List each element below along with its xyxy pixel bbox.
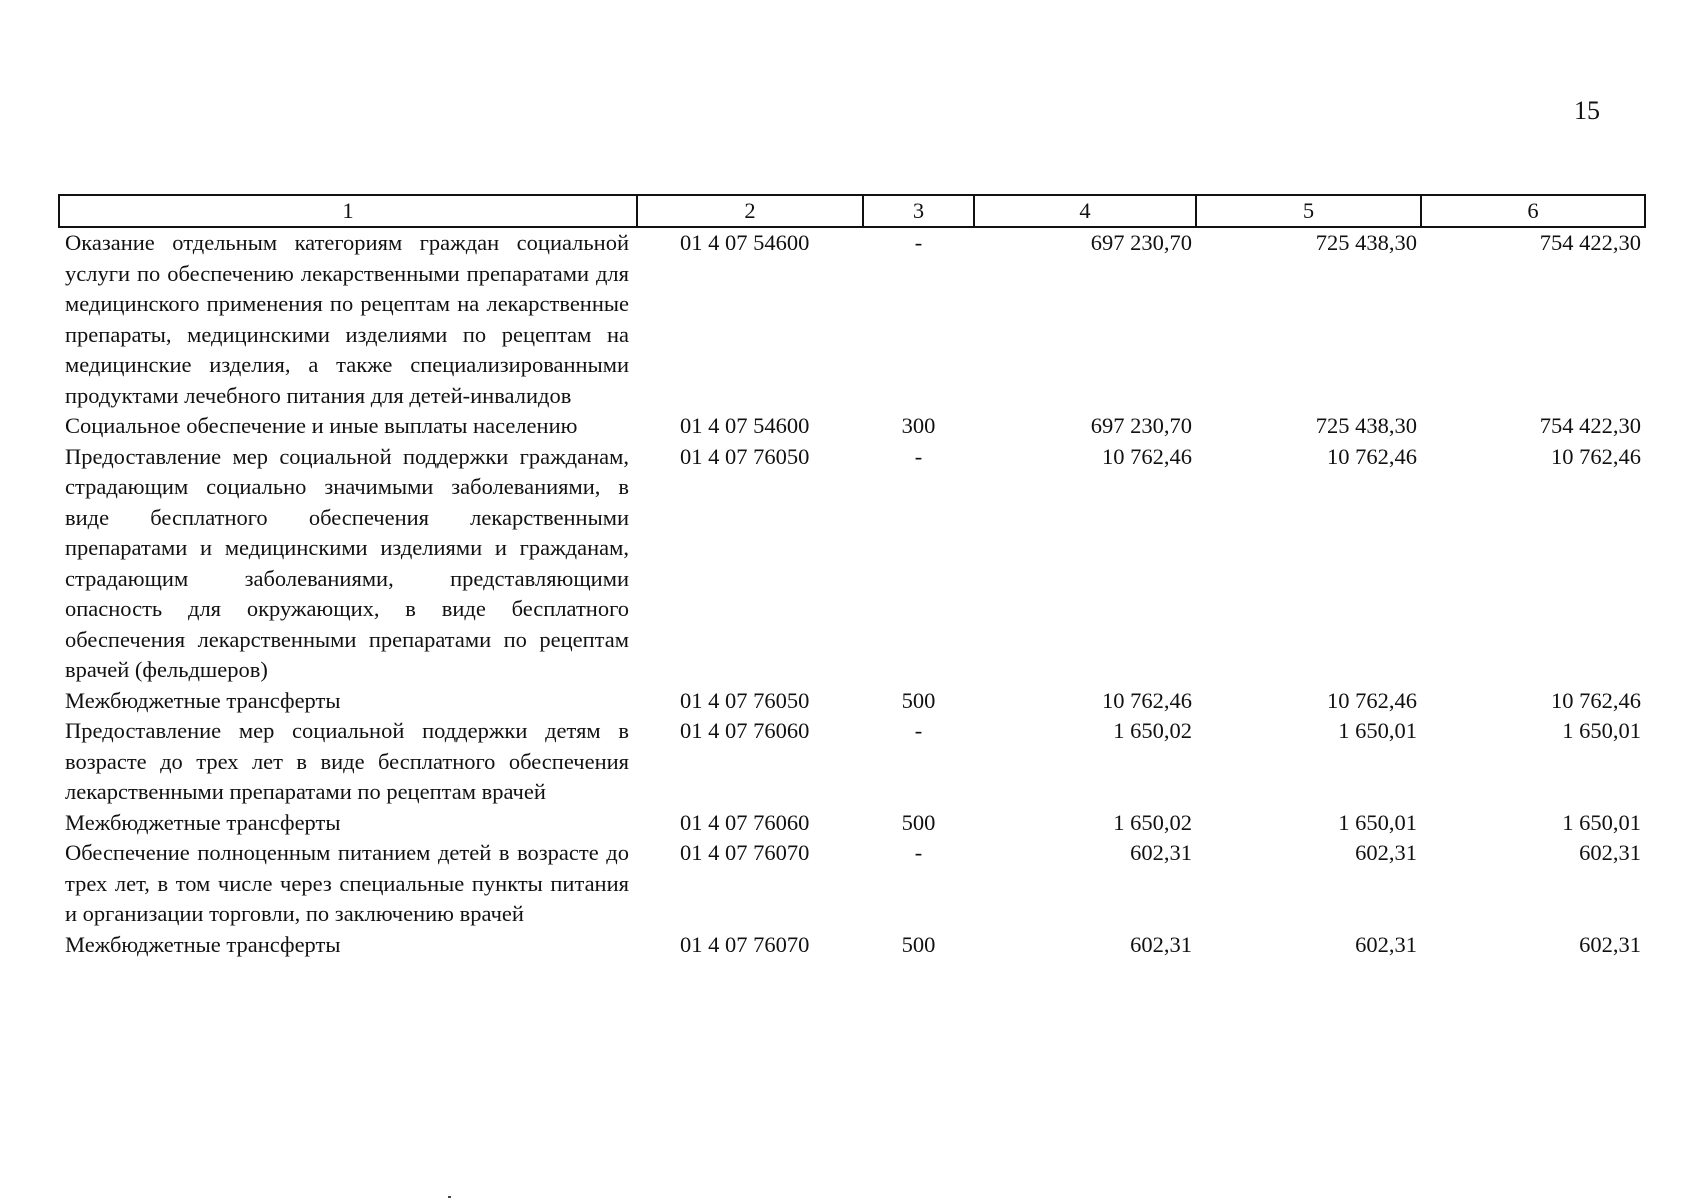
row-expense-type: 500 bbox=[901, 809, 936, 835]
row-value-col4: 602,31 bbox=[1130, 840, 1192, 865]
row-value-col5: 1 650,01 bbox=[1338, 809, 1417, 835]
row-expense-type: 500 bbox=[901, 931, 936, 957]
row-value-col6: 754 422,30 bbox=[1539, 413, 1641, 438]
row-code: 01 4 07 76050 bbox=[680, 443, 810, 469]
row-value-col4: 1 650,02 bbox=[1113, 809, 1192, 835]
scan-dot bbox=[448, 1196, 451, 1198]
row-name: Предоставление мер социальной поддержки гражданам, страдающим социально значимыми заболеваниями, в виде бесплатного обеспечения лекарственными препаратами и медицинскими изделиями и гражданам, страдающим заболеваниями, представляющими опасность для окружающих, в виде бесплатного обеспечения лекарственными препаратами по рецептам врачей (фельдшеров) bbox=[65, 443, 629, 682]
column-header-5: 5 bbox=[1196, 195, 1421, 227]
row-code: 01 4 07 76070 bbox=[680, 931, 810, 957]
row-value-col4: 697 230,70 bbox=[1090, 413, 1192, 438]
column-header-3: 3 bbox=[863, 195, 974, 227]
row-value-col6: 754 422,30 bbox=[1539, 230, 1641, 255]
row-expense-type: 300 bbox=[901, 413, 936, 438]
row-value-col6: 1 650,01 bbox=[1562, 809, 1641, 835]
row-name: Социальное обеспечение и иные выплаты населению bbox=[65, 413, 578, 438]
row-code: 01 4 07 76060 bbox=[680, 809, 810, 835]
row-name: Межбюджетные трансферты bbox=[65, 687, 341, 713]
row-value-col5: 10 762,46 bbox=[1327, 687, 1417, 713]
row-value-col5: 602,31 bbox=[1355, 840, 1417, 865]
row-expense-type: 500 bbox=[901, 687, 936, 713]
row-name: Межбюджетные трансферты bbox=[65, 931, 341, 957]
column-header-2: 2 bbox=[637, 195, 863, 227]
table-row bbox=[59, 930, 1645, 961]
table-row bbox=[59, 838, 1645, 930]
row-name: Обеспечение полноценным питанием детей в возрасте до трех лет, в том числе через специальные пункты питания и организации торговли, по заключению врачей bbox=[65, 840, 629, 926]
table-row bbox=[59, 442, 1645, 686]
row-expense-type: - bbox=[914, 230, 923, 255]
row-value-col6: 602,31 bbox=[1579, 931, 1641, 957]
row-value-col5: 602,31 bbox=[1355, 931, 1417, 957]
row-value-col4: 602,31 bbox=[1130, 931, 1192, 957]
table-row bbox=[59, 808, 1645, 839]
row-expense-type: - bbox=[914, 443, 923, 469]
table-row bbox=[59, 686, 1645, 717]
row-value-col5: 1 650,01 bbox=[1338, 718, 1417, 743]
table-body bbox=[59, 227, 1645, 960]
row-value-col4: 10 762,46 bbox=[1102, 687, 1192, 713]
page-number: 15 bbox=[1574, 96, 1600, 125]
row-code: 01 4 07 76060 bbox=[680, 718, 810, 743]
row-value-col6: 10 762,46 bbox=[1551, 443, 1641, 469]
row-value-col6: 602,31 bbox=[1579, 840, 1641, 865]
column-header-4: 4 bbox=[974, 195, 1196, 227]
row-value-col5: 725 438,30 bbox=[1315, 230, 1417, 255]
row-name: Предоставление мер социальной поддержки детям в возрасте до трех лет в виде бесплатного обеспечения лекарственными препаратами по рецептам врачей bbox=[65, 718, 629, 804]
row-value-col4: 10 762,46 bbox=[1102, 443, 1192, 469]
row-value-col6: 10 762,46 bbox=[1551, 687, 1641, 713]
row-value-col5: 10 762,46 bbox=[1327, 443, 1417, 469]
budget-table bbox=[58, 194, 1646, 960]
row-code: 01 4 07 76070 bbox=[680, 840, 810, 865]
row-value-col6: 1 650,01 bbox=[1562, 718, 1641, 743]
table-row bbox=[59, 227, 1645, 411]
row-value-col4: 697 230,70 bbox=[1090, 230, 1192, 255]
row-code: 01 4 07 54600 bbox=[680, 230, 810, 255]
row-value-col4: 1 650,02 bbox=[1113, 718, 1192, 743]
row-name: Оказание отдельным категориям граждан социальной услуги по обеспечению лекарственными препаратами для медицинского применения по рецептам на лекарственные препараты, медицинскими изделиями по рецептам на медицинские изделия, а также специализированными продуктами лечебного питания для детей-инвалидов bbox=[65, 230, 629, 408]
row-expense-type: - bbox=[914, 840, 923, 865]
row-value-col5: 725 438,30 bbox=[1315, 413, 1417, 438]
row-expense-type: - bbox=[914, 718, 923, 743]
row-code: 01 4 07 76050 bbox=[680, 687, 810, 713]
row-name: Межбюджетные трансферты bbox=[65, 809, 341, 835]
table-header bbox=[59, 195, 1645, 227]
table-row bbox=[59, 716, 1645, 808]
column-header-1: 1 bbox=[59, 195, 637, 227]
column-header-6: 6 bbox=[1421, 195, 1645, 227]
table-row bbox=[59, 411, 1645, 442]
row-code: 01 4 07 54600 bbox=[680, 413, 810, 438]
header-row bbox=[59, 195, 1645, 227]
